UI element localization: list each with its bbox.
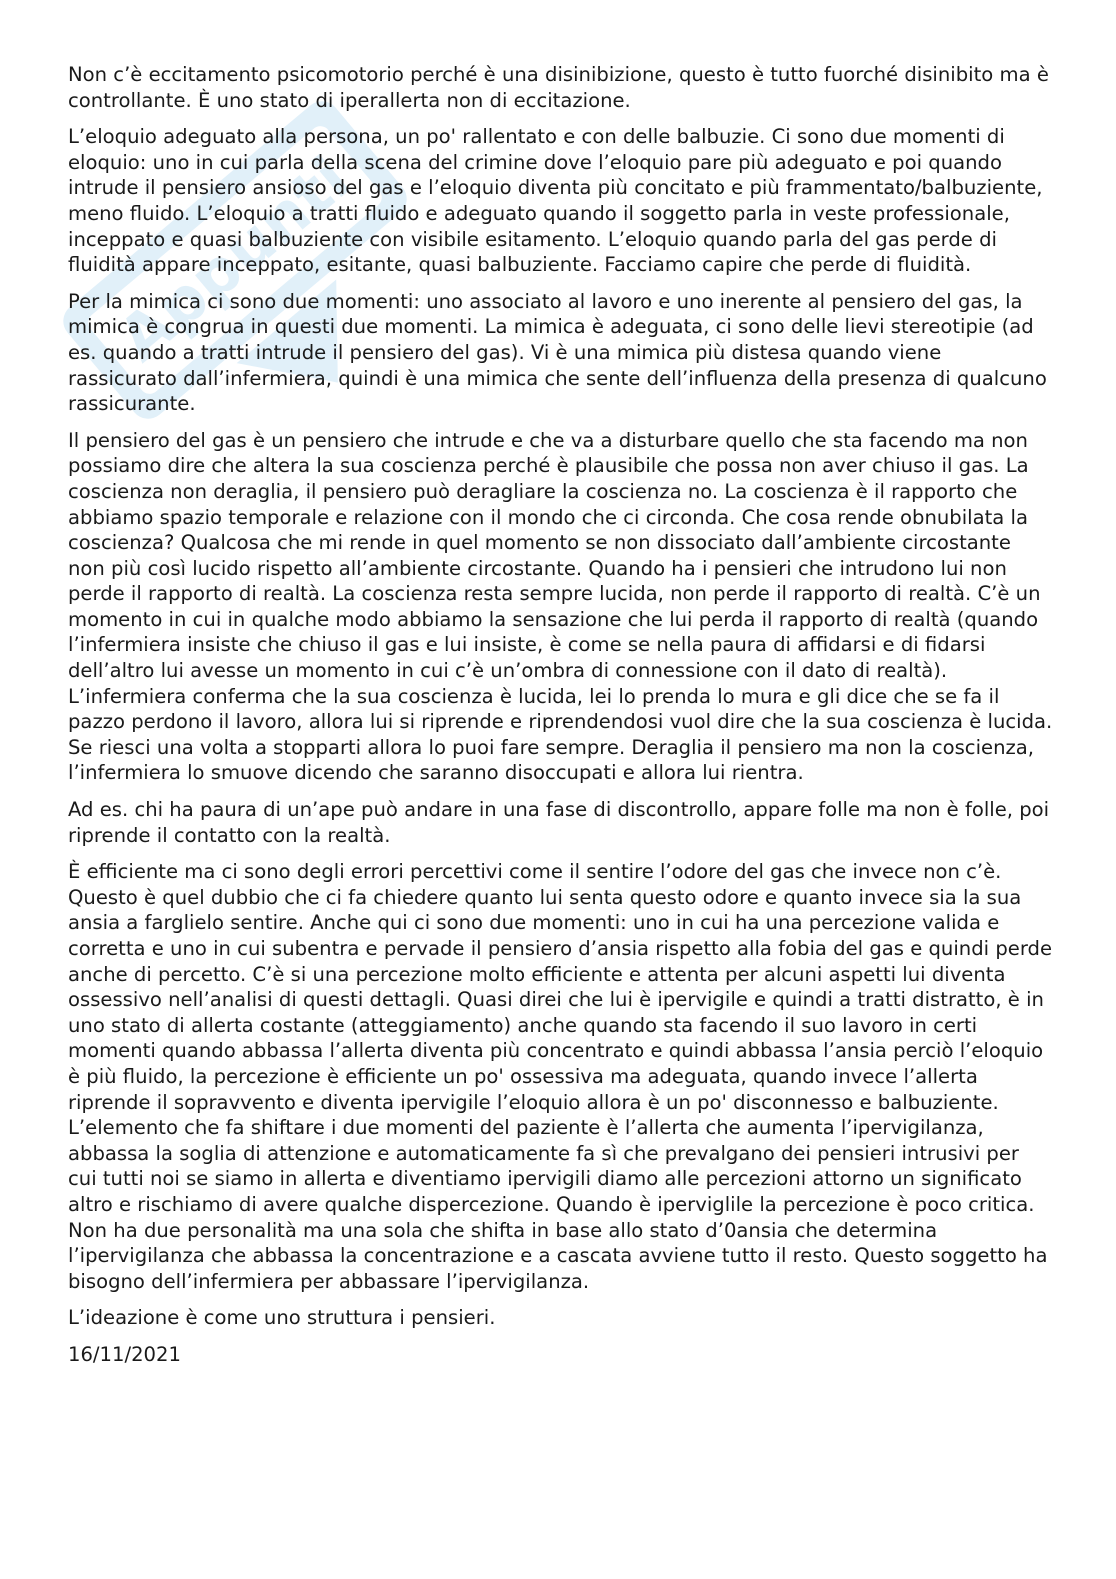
paragraph-ideazione: L’ideazione è come uno struttura i pensieri.: [68, 1306, 496, 1330]
watermark-text: Appunti: [104, 142, 364, 376]
paragraph-esempio-ape: Ad es. chi ha paura di un’ape può andare in una fase di discontrollo, appare folle ma non è folle, poi riprende il contatto con la realtà.: [68, 798, 1050, 847]
paragraph-coscienza: Il pensiero del gas è un pensiero che intrude e che va a disturbare quello che sta facendo ma non possiamo dire che altera la sua coscienza perché è plausibile che possa non aver chiuso il gas. La coscienza non deraglia, il pensiero può deragliare la coscienza no. La coscienza è il rapporto che abbiamo spazio temporale e relazione con il mondo che ci circonda. Che cosa rende obnubilata la coscienza? Qualcosa che mi rende in quel momento se non dissociato dall’ambiente circostante non più così lucido rispetto all’ambiente circostante. Quando ha i pensieri che intrudono lui non perde il rapporto di realtà. La coscienza resta sempre lucida, non perde il rapporto di realtà. C’è un momento in cui in qualche modo abbiamo la sensazione che lui perda il rapporto di realtà (quando l’infermiera insiste che chiuso il gas e lui insiste, è come se nella paura di affidarsi e di fidarsi dell’altro lui avesse un momento in cui c’è un’ombra di connessione con il dato di realtà). L’infermiera conferma che la sua coscienza è lucida, lei lo prenda lo mura e gli dice che se fa il pazzo perdono il lavoro, allora lui si riprende e riprendendosi vuol dire che la sua coscienza è lucida. Se riesci una volta a stopparti allora lo puoi fare sempre. Deraglia il pensiero ma non la coscienza, l’infermiera lo smuove dicendo che saranno disoccupati e allora lui rientra.: [68, 428, 1053, 785]
paragraph-psicomotricita: Non c’è eccitamento psicomotorio perché è una disinibizione, questo è tutto fuorché disinibito ma è controllante. È uno stato di iperallerta non di eccitazione.: [68, 63, 1049, 112]
date-line: 16/11/2021: [68, 1342, 181, 1366]
paragraph-percezione: È efficiente ma ci sono degli errori percettivi come il sentire l’odore del gas che invece non c’è. Questo è quel dubbio che ci fa chiedere quanto lui senta questo odore e quanto invece sia la sua ansia a farglielo sentire. Anche qui ci sono due momenti: uno in cui ha una percezione valida e corretta e uno in cui subentra e pervade il pensiero d’ansia rispetto alla fobia del gas e quindi perde anche di percetto. C’è si una percezione molto efficiente e attenta per alcuni aspetti lui diventa ossessivo nell’analisi di questi dettagli. Quasi direi che lui è ipervigile e quindi a tratti distratto, è in uno stato di allerta costante (atteggiamento) anche quando sta facendo il suo lavoro in certi momenti quando abbassa l’allerta diventa più concentrato e quindi abbassa l’ansia perciò l’eloquio è più fluido, la percezione è efficiente un po' ossessiva ma adeguata, quando invece l’allerta riprende il sopravvento e diventa ipervigile l’eloquio allora è un po' disconnesso e balbuziente. L’elemento che fa shiftare i due momenti del paziente è l’allerta che aumenta l’ipervigilanza, abbassa la soglia di attenzione e automaticamente fa sì che prevalgano dei pensieri intrusivi per cui tutti noi se siamo in allerta e diventiamo ipervigili diamo alle percezioni attorno un significato altro e rischiamo di avere qualche dispercezione. Quando è iperviglile la percezione è poco critica. Non ha due personalità ma una sola che shifta in base allo stato d’0ansia che determina l’ipervigilanza che abbassa la concentrazione e a cascata avviene tutto il resto. Questo soggetto ha bisogno dell’infermiera per abbassare l’ipervigilanza.: [68, 860, 1053, 1293]
paragraph-eloquio: L’eloquio adeguato alla persona, un po' rallentato e con delle balbuzie. Ci sono due momenti di eloquio: uno in cui parla della scena del crimine dove l’eloquio pare più adeguato e poi quando intrude il pensiero ansioso del gas e l’eloquio diventa più concitato e più frammentato/balbuziente, meno fluido. L’eloquio a tratti fluido e adeguato quando il soggetto parla in veste professionale, inceppato e quasi balbuziente con visibile esitamento. L’eloquio quando parla del gas perde di fluidità appare inceppato, esitante, quasi balbuziente. Facciamo capire che perde di fluidità.: [68, 125, 1043, 277]
document-body: [68, 62, 1053, 1379]
paragraph-mimica: Per la mimica ci sono due momenti: uno associato al lavoro e uno inerente al pensiero del gas, la mimica è congrua in questi due momenti. La mimica è adeguata, ci sono delle lievi stereotipie (ad es. quando a tratti intrude il pensiero del gas). Vi è una mimica più distesa quando viene rassicurato dall’infermiera, quindi è una mimica che sente dell’influenza della presenza di qualcuno rassicurante.: [68, 289, 1047, 416]
